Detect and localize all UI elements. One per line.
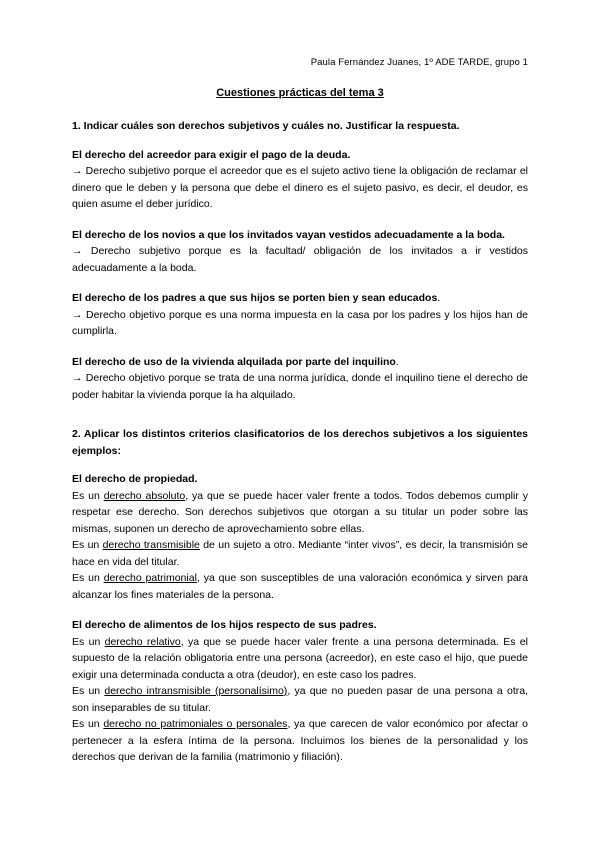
q1-item-2-answer: → Derecho subjetivo porque es la facultad/ obligación de los invitados a ir vestidos adecuadamente a la boda. bbox=[72, 245, 528, 274]
q1-item-4-answer: → Derecho objetivo porque se trata de una norma jurídica, donde el inquilino tiene el derecho de poder habitar la vivienda porque la ha alquilado. bbox=[72, 372, 528, 401]
question-2-title: 2. Aplicar los distintos criterios clasificatorios de los derechos subjetivos a los siguientes ejemplos: bbox=[72, 428, 528, 457]
term-derecho-relativo: derecho relativo bbox=[104, 635, 181, 648]
q1-item-3-heading-end: . bbox=[437, 292, 441, 304]
q1-item-1-answer: → Derecho subjetivo porque el acreedor que es el sujeto activo tiene la obligación de reclamar el dinero que le deben y la persona que debe el dinero es el sujeto pasivo, es decir, el deudor, es quien asume el deber jurídico. bbox=[72, 165, 528, 210]
q2-block-2-paragraph-3 bbox=[72, 716, 528, 766]
q2-block-1 bbox=[72, 471, 528, 603]
term-derecho-no-patrimonial: derecho no patrimoniales o personales bbox=[103, 718, 288, 730]
q1-item-3-answer: → Derecho objetivo porque es una norma impuesta en la casa por los padres y los hijos han de cumplirla. bbox=[72, 308, 528, 337]
text-fragment: Es un bbox=[72, 539, 103, 551]
question-1-title: 1. Indicar cuáles son derechos subjetivos y cuáles no. Justificar la respuesta. bbox=[72, 120, 460, 132]
document-body bbox=[72, 118, 528, 766]
text-fragment: , ya que no pueden pasar de una persona a otra, son inseparables de su titular. bbox=[72, 685, 528, 714]
q2-block-1-heading: El derecho de propiedad. bbox=[72, 473, 198, 485]
q1-item-4-heading-end: . bbox=[395, 355, 399, 368]
term-derecho-patrimonial: derecho patrimonial bbox=[103, 572, 197, 584]
text-fragment: , ya que son susceptibles de una valoración económica y sirven para alcanzar los fines materiales de la persona. bbox=[72, 572, 528, 601]
q1-item-3 bbox=[72, 290, 528, 340]
q1-item-4-heading: El derecho de uso de la vivienda alquilada por parte del inquilino bbox=[72, 355, 396, 368]
text-fragment: Es un bbox=[72, 489, 104, 502]
q2-block-2-paragraph-2 bbox=[72, 683, 528, 716]
q2-block-1-paragraph-3 bbox=[72, 570, 528, 603]
q2-block-2-heading: El derecho de alimentos de los hijos respecto de sus padres. bbox=[72, 619, 377, 631]
q2-block-2-paragraph-1 bbox=[72, 634, 528, 684]
q1-item-4-heading-line bbox=[72, 354, 528, 371]
term-derecho-transmisible: derecho transmisible bbox=[102, 539, 200, 551]
q2-block-1-paragraph-2 bbox=[72, 537, 528, 570]
text-fragment: Es un bbox=[72, 572, 104, 584]
q1-item-1 bbox=[72, 147, 528, 213]
text-fragment: , ya que se puede hacer valer frente a todos. Todos debemos cumplir y respetar ese derecho. Son derechos subjetivos que otorgan a su titular un poder sobre las mismas, suponen un derecho de aprovechamiento sobre ellas. bbox=[72, 489, 528, 535]
text-fragment: Es un bbox=[72, 718, 104, 730]
q1-item-1-heading: El derecho del acreedor para exigir el pago de la deuda. bbox=[72, 148, 351, 161]
q1-item-2 bbox=[72, 227, 528, 277]
page-title: Cuestiones prácticas del tema 3 bbox=[216, 87, 384, 99]
q2-block-1-paragraph-1 bbox=[72, 488, 528, 538]
text-fragment: Es un bbox=[72, 685, 105, 697]
text-fragment: , ya que carecen de valor económico por afectar o pertenecer a la esfera íntima de la persona. Incluimos los bienes de la personalidad y los derechos que derivan de la familia (matrimonio y filiación). bbox=[72, 718, 528, 763]
term-derecho-intransmisible: derecho intransmisible (personalísimo) bbox=[104, 685, 288, 697]
author-header: Paula Fernández Juanes, 1º ADE TARDE, grupo 1 bbox=[310, 57, 528, 68]
q1-item-3-heading-line bbox=[72, 290, 528, 307]
q1-item-3-heading: El derecho de los padres a que sus hijos se porten bien y sean educados bbox=[72, 292, 438, 304]
q1-item-4 bbox=[72, 354, 528, 404]
text-fragment: , ya que se puede hacer valer frente a una persona determinada. Es el supuesto de la relación obligatoria entre una persona (acreedor), en este caso el hijo, que puede exigir una determinada conducta a otra (deudor), en este caso los padres. bbox=[72, 635, 528, 681]
q2-block-2 bbox=[72, 617, 528, 766]
text-fragment: de un sujeto a otro. Mediante “inter vivos”, es decir, la transmisión se hace en vida del titular. bbox=[72, 539, 528, 568]
q1-item-2-heading: El derecho de los novios a que los invitados vayan vestidos adecuadamente a la boda. bbox=[72, 228, 505, 241]
term-derecho-absoluto: derecho absoluto bbox=[103, 489, 186, 502]
text-fragment: Es un bbox=[72, 635, 105, 648]
